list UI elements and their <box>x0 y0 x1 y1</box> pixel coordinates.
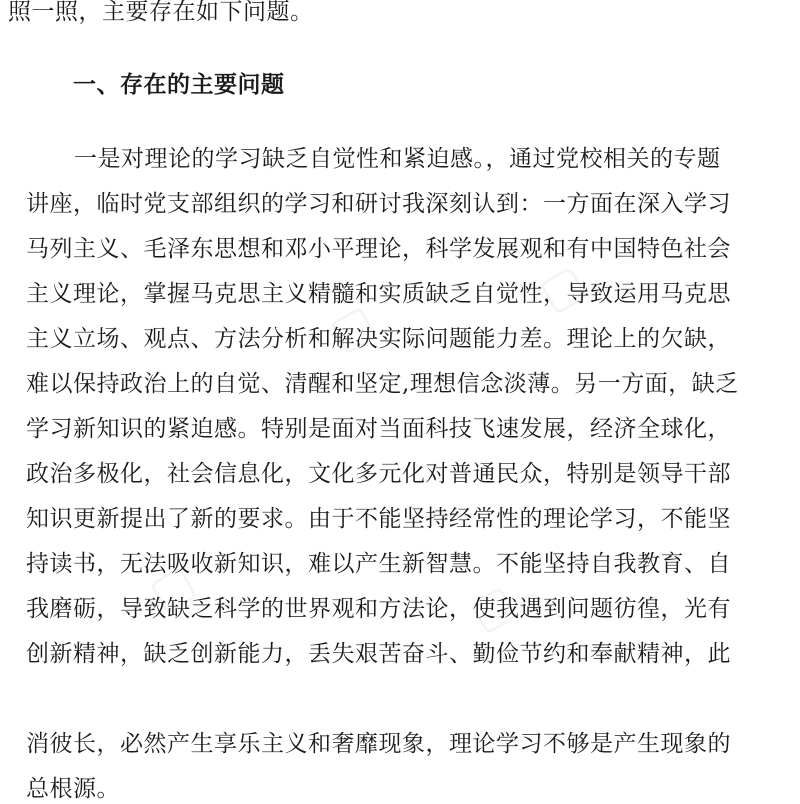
paragraph-line: 持读书，无法吸收新知识，难以产生新智慧。不能坚持自我教育、自 <box>26 551 731 577</box>
intro-line: 照一照，主要存在如下问题。 <box>8 0 314 25</box>
paragraph-line: 学习新知识的紧迫感。特别是面对当面科技飞速发展，经济全球化， <box>26 416 731 442</box>
paragraph-line: 政治多极化，社会信息化，文化多元化对普通民众，特别是领导干部 <box>26 461 731 487</box>
paragraph-line: 难以保持政治上的自觉、清醒和坚定,理想信念淡薄。另一方面，缺乏 <box>26 371 739 397</box>
section-heading: 一、存在的主要问题 <box>73 72 285 98</box>
paragraph-line: 讲座，临时党支部组织的学习和研讨我深刻认到：一方面在深入学习 <box>26 191 731 217</box>
paragraph-line: 主义立场、观点、方法分析和解决实际问题能力差。理论上的欠缺， <box>26 326 731 352</box>
paragraph-line: 主义理论，掌握马克思主义精髓和实质缺乏自觉性，导致运用马克思 <box>26 281 731 307</box>
paragraph-line: 总根源。 <box>26 776 120 802</box>
paragraph-line: 一是对理论的学习缺乏自觉性和紧迫感。，通过党校相关的专题 <box>74 146 721 172</box>
paragraph-line: 知识更新提出了新的要求。由于不能坚持经常性的理论学习，不能坚 <box>26 506 731 532</box>
paragraph-line: 我磨砺，导致缺乏科学的世界观和方法论，使我遇到问题彷徨，光有 <box>26 596 731 622</box>
paragraph-line: 马列主义、毛泽东思想和邓小平理论，科学发展观和有中国特色社会 <box>26 236 731 262</box>
paragraph-line: 创新精神，缺乏创新能力，丢失艰苦奋斗、勤俭节约和奉献精神，此 <box>26 641 731 667</box>
paragraph-line: 消彼长，必然产生享乐主义和奢靡现象，理论学习不够是产生现象的 <box>26 731 731 757</box>
